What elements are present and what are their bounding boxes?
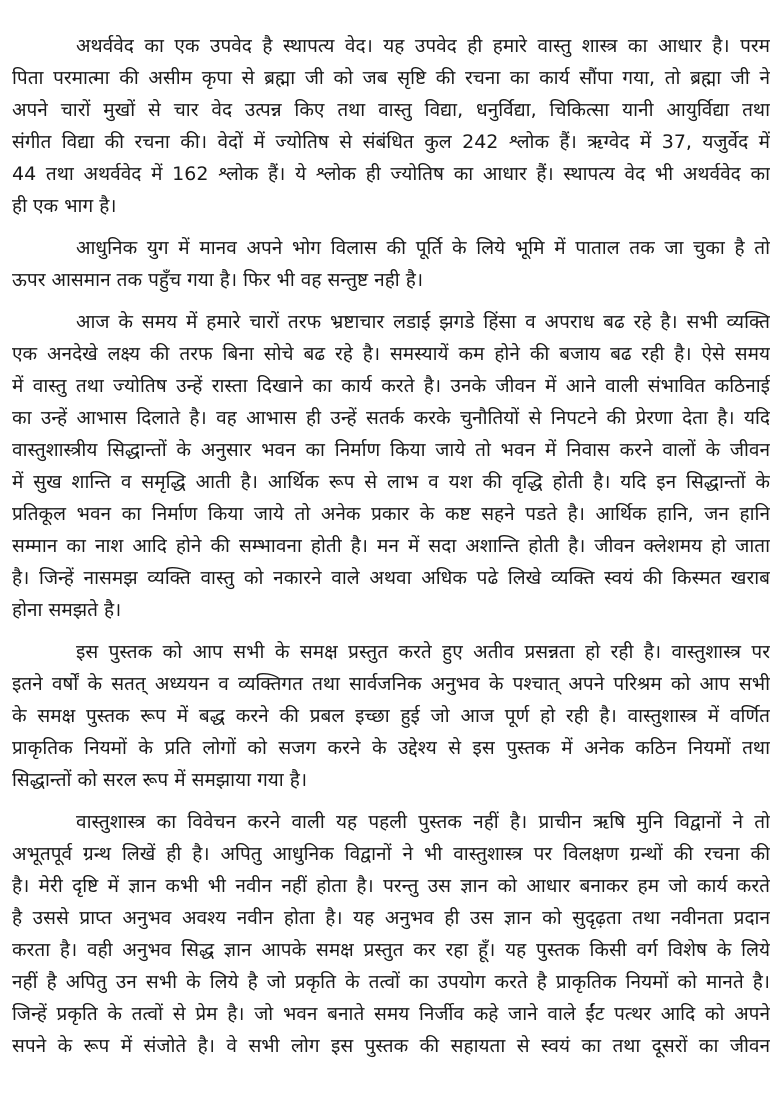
text-line: करता है। वही अनुभव सिद्ध ज्ञान आपके समक्ष प्रस्तुत कर रहा हूँ। यह पुस्तक किसी वर्ग विशेष के लिये (12, 939, 770, 961)
text-line: अथर्ववेद का एक उपवेद है स्थापत्य वेद। यह उपवेद ही हमारे वास्तु शास्त्र का आधार है। परम (76, 35, 770, 57)
text-line: सिद्धान्तों को सरल रूप में समझाया गया है। (12, 769, 308, 791)
text-line: प्रतिकूल भवन का निर्माण किया जाये तो अनेक प्रकार के कष्ट सहने पडते है। आर्थिक हानि, जन हानि (12, 503, 770, 525)
text-line: के समक्ष पुस्तक रूप में बद्ध करने की प्रबल इच्छा हुई जो आज पूर्ण हो रही है। वास्तुशास्त्र में वर्णित (12, 705, 770, 727)
text-line: अभूतपूर्व ग्रन्थ लिखें ही है। अपितु आधुनिक विद्वानों ने भी वास्तुशास्त्र पर विलक्षण ग्रन्थों की रचना की (12, 843, 770, 865)
paragraph (12, 306, 770, 626)
text-line: होना समझते है। (12, 599, 122, 621)
text-line: में सुख शान्ति व समृद्धि आती है। आर्थिक रूप से लाभ व यश की वृद्धि होती है। यदि इन सिद्धान्तों के (12, 471, 770, 493)
text-line: है उससे प्राप्त अनुभव अवश्य नवीन होता है। यह अनुभव ही उस ज्ञान को सुदृढ़ता तथा नवीनता प्रदान (12, 907, 770, 929)
paragraph (12, 30, 770, 222)
text-line: में वास्तु तथा ज्योतिष उन्हें रास्ता दिखाने का कार्य करते है। उनके जीवन में आने वाली संभावित कठिनाई (12, 375, 770, 397)
text-line: ही एक भाग है। (12, 195, 117, 217)
text-line: सम्मान का नाश आदि होने की सम्भावना होती है। मन में सदा अशान्ति होती है। जीवन क्लेशमय हो जाता (12, 535, 770, 557)
text-line: अपने चारों मुखों से चार वेद उत्पन्न किए तथा वास्तु विद्या, धनुर्विद्या, चिकित्सा यानी आयुर्विद्या तथा (12, 99, 770, 121)
text-line: नहीं है अपितु उन सभी के लिये है जो प्रकृति के तत्वों का उपयोग करते है प्राकृतिक नियमों को मानते है। (12, 971, 770, 993)
paragraph (12, 806, 770, 1062)
text-line: वास्तुशास्त्र का विवेचन करने वाली यह पहली पुस्तक नहीं है। प्राचीन ऋषि मुनि विद्वानों ने तो (76, 811, 770, 833)
text-line: वास्तुशास्त्रीय सिद्धान्तों के अनुसार भवन का निर्माण किया जाये तो भवन में निवास करने वालों के जीवन (12, 439, 770, 461)
text-line: सपने के रूप में संजोते है। वे सभी लोग इस पुस्तक की सहायता से स्वयं का तथा दूसरों का जीवन (12, 1035, 770, 1057)
paragraph (12, 232, 770, 296)
document-page (12, 30, 770, 1072)
text-line: पिता परमात्मा की असीम कृपा से ब्रह्मा जी को जब सृष्टि की रचना का कार्य सौंपा गया, तो ब्रह्मा जी ने (12, 67, 770, 89)
text-line: है। जिन्हें नासमझ व्यक्ति वास्तु को नकारने वाले अथवा अधिक पढे लिखे व्यक्ति स्वयं की किस्मत खराब (12, 567, 770, 589)
text-line: है। मेरी दृष्टि में ज्ञान कभी भी नवीन नहीं होता है। परन्तु उस ज्ञान को आधार बनाकर हम जो कार्य करते (12, 875, 770, 897)
text-line: आज के समय में हमारे चारों तरफ भ्रष्टाचार लडाई झगडे हिंसा व अपराध बढ रहे है। सभी व्यक्ति (76, 311, 770, 333)
text-line: संगीत विद्या की रचना की। वेदों में ज्योतिष से संबंधित कुल 242 श्लोक हैं। ऋग्वेद में 37, यजुर्वेद में (12, 131, 770, 153)
text-line: इस पुस्तक को आप सभी के समक्ष प्रस्तुत करते हुए अतीव प्रसन्नता हो रही है। वास्तुशास्त्र पर (76, 641, 770, 663)
text-line: ऊपर आसमान तक पहुँच गया है। फिर भी वह सन्तुष्ट नही है। (12, 269, 424, 291)
text-line: प्राकृतिक नियमों के प्रति लोगों को सजग करने के उद्देश्य से इस पुस्तक में अनेक कठिन नियमों तथा (12, 737, 770, 759)
text-line: जिन्हें प्रकृति के तत्वों से प्रेम है। जो भवन बनाते समय निर्जीव कहे जाने वाले ईंट पत्थर आदि को अपने (12, 1003, 770, 1025)
text-line: का उन्हें आभास दिलाते है। वह आभास ही उन्हें सतर्क करके चुनौतियों से निपटने की प्रेरणा देता है। यदि (12, 407, 770, 429)
text-line: इतने वर्षों के सतत् अध्ययन व व्यक्तिगत तथा सार्वजनिक अनुभव के पश्चात् अपने परिश्रम को आप सभी (12, 673, 770, 695)
text-line: आधुनिक युग में मानव अपने भोग विलास की पूर्ति के लिये भूमि में पाताल तक जा चुका है तो (76, 237, 770, 259)
text-line: 44 तथा अथर्ववेद में 162 श्लोक हैं। ये श्लोक ही ज्योतिष का आधार हैं। स्थापत्य वेद भी अथर्ववेद का (12, 163, 770, 185)
text-line: एक अनदेखे लक्ष्य की तरफ बिना सोचे बढ रहे है। समस्यायें कम होने की बजाय बढ रही है। ऐसे समय (12, 343, 770, 365)
paragraph (12, 636, 770, 796)
